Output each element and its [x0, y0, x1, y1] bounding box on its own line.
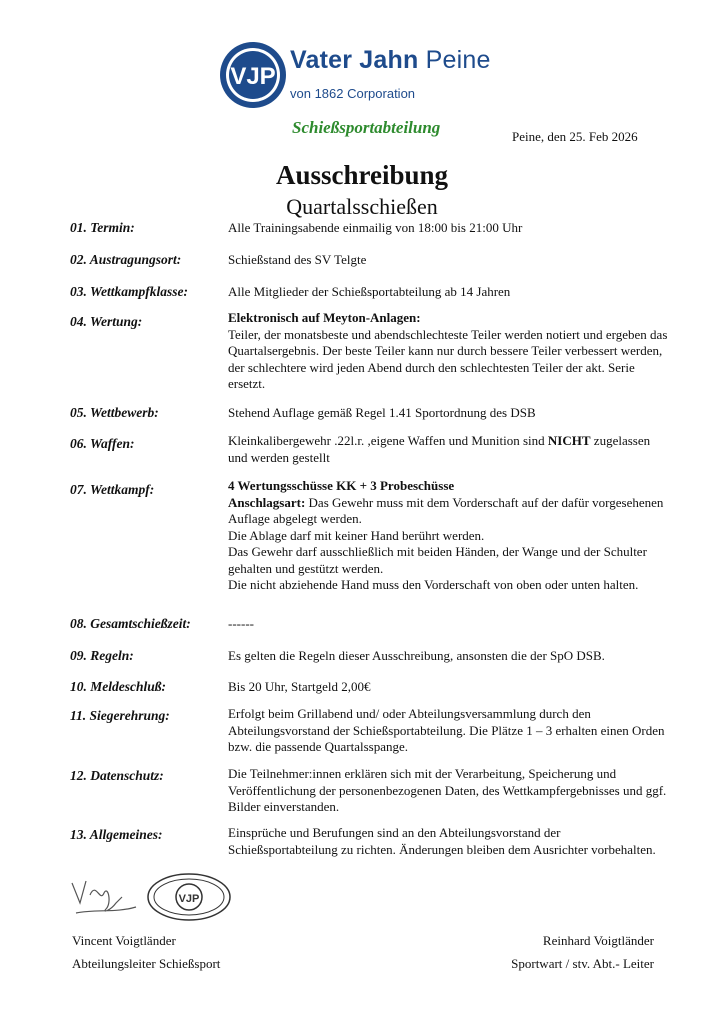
item-label: 11. Siegerehrung: — [70, 708, 170, 723]
item-content: Stehend Auflage gemäß Regel 1.41 Sportordnung des DSB — [228, 405, 536, 420]
org-name: Vater Jahn Peine — [290, 46, 491, 74]
item-content: Alle Mitglieder der Schießsportabteilung ab 14 Jahren — [228, 284, 511, 299]
item-label: 07. Wettkampf: — [70, 482, 155, 497]
department-name: Schießsportabteilung — [292, 118, 441, 137]
item-label: 01. Termin: — [70, 220, 135, 235]
item-content: Alle Trainingsabende einmailig von 18:00 bis 21:00 Uhr — [228, 220, 523, 235]
item-label: 04. Wertung: — [70, 314, 143, 329]
item-content: Erfolgt beim Grillabend und/ oder Abteilungsversammlung durch den Abteilungsvorstand der Schießsportabteilung. Die Plätze 1 – 3 erhalten einen Orden bzw. die passende Quartalsspange. — [228, 706, 665, 754]
item-label: 13. Allgemeines: — [70, 827, 163, 842]
signature-icon — [66, 873, 144, 919]
item-content: Einsprüche und Berufungen sind an den Abteilungsvorstand der Schießsportabteilung zu richten. Änderungen bleiben dem Ausrichter vorbehalten. — [228, 825, 656, 857]
club-logo — [218, 40, 508, 110]
item-label: 02. Austragungsort: — [70, 252, 182, 267]
item-content: Die Teilnehmer:innen erklären sich mit der Verarbeitung, Speicherung und Veröffentlichung der personenbezogenen Daten, des Wettkampfergebnisses und ggf. Bilder einverstanden. — [228, 766, 667, 814]
svg-text:VJP: VJP — [230, 63, 276, 90]
item-content: Elektronisch auf Meyton-Anlagen: Teiler, der monatsbeste und abendschlechteste Teiler werden notiert und ergeben das Quartalsergebnis. Der beste Teiler kann nur durch bessere Teiler verbessert werden, der schlechtere wird jeden Abend durch den schlechtesten Teiler der akt. Serie ersetzt. — [228, 310, 668, 391]
left-signer-name: Vincent Voigtländer — [72, 933, 176, 948]
page-title: Ausschreibung — [275, 160, 449, 190]
left-signer-role: Abteilungsleiter Schießsport — [72, 956, 221, 971]
item-label: 06. Waffen: — [70, 436, 135, 451]
svg-text:VJP: VJP — [178, 893, 200, 905]
item-label: 09. Regeln: — [70, 648, 134, 663]
item-label: 12. Datenschutz: — [70, 768, 164, 783]
item-label: 08. Gesamtschießzeit: — [70, 616, 191, 631]
item-label: 10. Meldeschluß: — [70, 679, 166, 694]
item-content: Kleinkalibergewehr .22l.r. ,eigene Waffen und Munition sind NICHT zugelassen und werden gestellt — [228, 433, 651, 465]
item-content: ------ — [228, 616, 254, 631]
right-signer-role: Sportwart / stv. Abt.- Leiter — [511, 956, 654, 971]
item-content: Es gelten die Regeln dieser Ausschreibung, ansonsten die der SpO DSB. — [228, 648, 605, 663]
item-content: 4 Wertungsschüsse KK + 3 Probeschüsse Anschlagsart: Das Gewehr muss mit dem Vorderschaft auf der dafür vorgesehenen Auflage abgelegt werden. Die Ablage darf mit keiner Hand berührt werden. Das Gewehr darf ausschließlich mit beiden Händen, der Wange und der Schulter gehalten und gestützt werden. Die nicht abziehende Hand muss den Vorderschaft von oben oder unten halten. — [228, 478, 664, 592]
club-emblem-icon — [218, 40, 288, 110]
date-line: Peine, den 25. Feb 2026 — [512, 129, 638, 144]
item-label: 03. Wettkampfklasse: — [70, 284, 188, 299]
item-content: Schießstand des SV Telgte — [228, 252, 367, 267]
stamp-icon — [146, 872, 232, 922]
right-signer-name: Reinhard Voigtländer — [542, 933, 654, 948]
item-label: 05. Wettbewerb: — [70, 405, 159, 420]
org-subtitle: von 1862 Corporation — [290, 86, 416, 101]
page-subtitle: Quartalsschießen — [286, 194, 438, 219]
item-content: Bis 20 Uhr, Startgeld 2,00€ — [228, 679, 371, 694]
